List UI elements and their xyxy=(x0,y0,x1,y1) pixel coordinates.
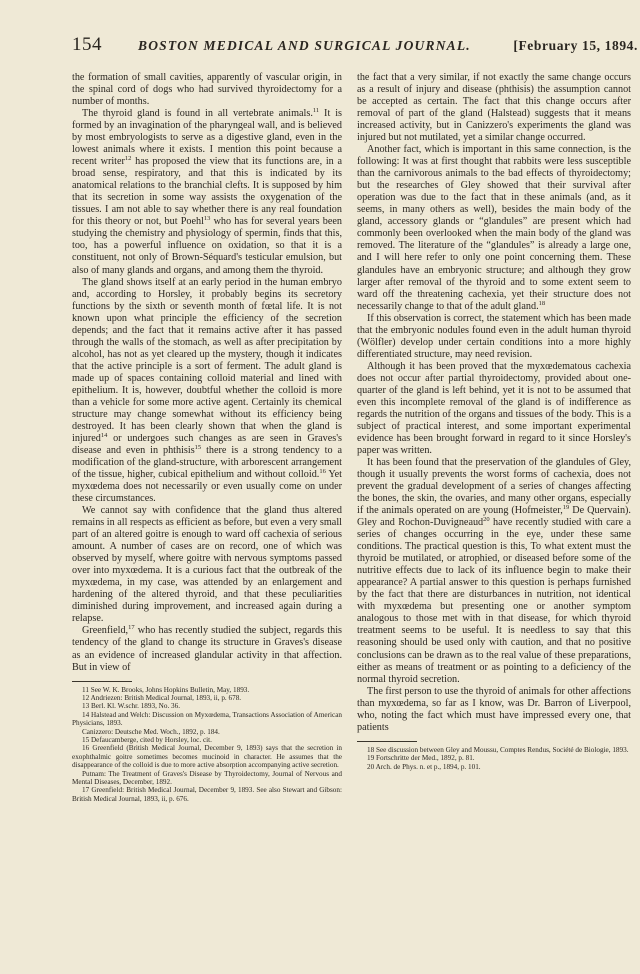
paragraph: The first person to use the thyroid of animals for other affections than myxœdema, so far as I know, was Dr. Barron of Liverpool, who, noting the fact which must have impressed every one, that patients xyxy=(357,685,631,733)
footnote: 18 See discussion between Gley and Moussu, Comptes Rendus, Société de Biologie, 1893. xyxy=(367,745,629,754)
footnote-ref: 12 xyxy=(124,155,132,163)
footnote: 17 Greenfield: British Medical Journal, December 9, 1893. See also Stewart and Gibson: British Medical Journal, 1893, ii, p. 676. xyxy=(72,786,342,803)
footnote: 16 Greenfield (British Medical Journal, December 9, 1893) says that the secretion in exophthalmic goitre sometimes becomes mucinoid in character. He assumes that the disappearance of the colloid is due to more active absorption accompanying active secretion. xyxy=(72,744,342,770)
paragraph: We cannot say with confidence that the gland thus altered remains in all respects as efficient as before, but even a very small part of an altered goitre is enough to ward off cachexia of serious amount. A number of cases are on record, one of which was observed by myself, where goitre with nervous symptoms passed over into myxœdema. It is a curious fact that the outbreak of the myxœdema, in my case, was attended by an enlargement and hardening of the altered thyroid, and that these peculiarities diminished during improvement, and increased again during a relapse. xyxy=(72,505,342,625)
footnote-ref: 17 xyxy=(128,624,135,632)
paragraph: Greenfield,$^{17}$ who has recently studied the subject, regards this tendency of the gland to change its structure in Graves's disease as an evidence of increased glandular activity in that affection. But in view of xyxy=(72,624,342,673)
footnote-ref: 19 xyxy=(562,504,570,512)
footnote: Putnam: The Treatment of Graves's Disease by Thyroidectomy, Journal of Nervous and Mental Diseases, December, 1892. xyxy=(72,769,342,787)
footnote: Canizzero: Deutsche Med. Woch., 1892, p. 184. xyxy=(82,727,220,736)
paragraph: The thyroid gland is found in all vertebrate animals.$^{11}$ It is formed by an invagination of the pharyngeal wall, and is believed by most embryologists to serve as a digestive gland, even in the lowest animals where it exists. I mention this point because a recent writer$^{12}$ has proposed the view that its functions are, in a broad sense, respiratory, and that this is indicated by its anatomical relations to the branchial clefts. It is supposed by him that its secretion in some way assists the oxygenation of the tissues. I am not able to say whether there is any real foundation for this theory or not, but Poehl$^{13}$ who has for several years been studying the chemistry and physiology of spermin, finds that this, too, has a powerful influence on oxidation, so that it is a constituent, not only of Brown-Séquard's testicular emulsion, but also of many glands and organs, and among them the thyroid. xyxy=(72,107,342,276)
paragraph: the formation of small cavities, apparently of vascular origin, in the spinal cord of dogs who had survived thyroidectomy for a number of months. xyxy=(72,72,342,108)
running-header xyxy=(72,34,640,58)
footnote: 20 Arch. de Phys. n. et p., 1894, p. 101. xyxy=(367,762,481,771)
footnote-divider xyxy=(72,681,132,682)
footnote-ref: 13 xyxy=(203,215,211,223)
journal-title: BOSTON MEDICAL AND SURGICAL JOURNAL. xyxy=(138,38,471,53)
footnotes xyxy=(72,686,342,804)
footnote-ref: 15 xyxy=(194,443,202,451)
footnote-ref: 11 xyxy=(312,107,320,115)
right-column xyxy=(357,72,631,771)
footnote-divider xyxy=(357,741,417,742)
footnote-ref: 14 xyxy=(100,431,108,439)
paragraph: the fact that a very similar, if not exactly the same change occurs as a result of injury and disease (phthisis) the assumption cannot be accepted as certain. The fact that this change occurs after removal of part of the gland (Halstead) suggests that it means increased activity, but in Canizzero's experiments the gland was injured but not mutilated, yet a similar change occurred. xyxy=(357,72,631,144)
footnote: 14 Halstead and Welch: Discussion on Myxœdema, Transactions Association of American Physicians, 1893. xyxy=(72,710,342,728)
page-number: 154 xyxy=(72,34,102,55)
footnote: 19 Fortschritte der Med., 1892, p. 81. xyxy=(367,754,475,763)
paragraph: The gland shows itself at an early period in the human embryo and, according to Horsley, it probably begins its secretory functions by the sixth or seventh month of fœtal life. It is not known upon what principle the efficiency of the secretion depends; and the fact that it remains active after it has passed through the walls of the stomach, as well as after precipitation by alcohol, has not as yet cleared up the mystery, though it indicates that the active principle is a sort of ferment. The adult gland is made up of spaces containing colloid material and lined with epithelium. It is, however, doubtful whether the colloid is more than a vehicle for some more active agent. Certainly its chemical structure may change somewhat without its efficiency being destroyed. It has been clearly shown that when the gland is injured$^{14}$ or undergoes such changes as are seen in Graves's disease and even in phthisis$^{15}$ there is a strong tendency to a modification of the gland-structure, with arborescent arrangement of the tissue, higher, cubical epithelium and without colloid.$^{16}$ Yet myxœdema does not necessarily or even usually come on under these circumstances. xyxy=(72,276,343,505)
footnote-ref: 18 xyxy=(538,299,546,307)
footnote-ref: 16 xyxy=(319,468,326,476)
footnote: 12 Andriezen: British Medical Journal, 1893, ii, p. 678. xyxy=(82,693,242,702)
footnotes xyxy=(357,746,631,771)
footnote: 11 See W. K. Brooks, Johns Hopkins Bulletin, May, 1893. xyxy=(82,685,250,694)
paragraph: Another fact, which is important in this same connection, is the following: It was at first thought that rabbits were less susceptible than the carnivorous animals to the bad effects of thyroidectomy; but the researches of Gley showed that their survival after operation was due to the fact that in these animals (and, as it seems, in many others as well), besides the main body of the gland, accessory glands or “glandules” are present which had commonly been overlooked when the main body of the gland was removed. The literature of the “glandules” is already a large one, and I will here refer to only one point concerning them. These glandules have an embryonic structure; and although they grow larger after removal of the thyroid and to some extent seem to ward off the threatening cachexia, yet their structure does not necessarily change to that of the adult gland.$^{18}$ xyxy=(357,144,631,312)
footnote: 13 Berl. Kl. W.schr. 1893, No. 36. xyxy=(82,702,181,711)
footnote-ref: 20 xyxy=(483,516,490,524)
issue-date: [February 15, 1894. xyxy=(513,38,638,53)
footnote: 15 Defaucamberge, cited by Horsley, loc. cit. xyxy=(82,736,212,744)
paragraph: If this observation is correct, the statement which has been made that the embryonic nodules found even in the adult human thyroid (Wölfler) develop under certain conditions into a more highly differentiated structure, may need revision. xyxy=(357,312,631,360)
paragraph: Although it has been proved that the myxœdematous cachexia does not occur after partial thyroidectomy, provided about one-quarter of the gland is left behind, yet it is not to be assumed that even this incomplete removal of the gland is of indifference as regards the nutrition of the organs and tissues of the body. This is a subject of practical interest, and some important experimental evidence has been brought forward in regard to it since Horsley's paper was written. xyxy=(357,360,631,456)
paragraph: It has been found that the preservation of the glandules of Gley, though it usually prevents the worst forms of cachexia, does not prevent the gradual development of a series of changes affecting the bones, the skin, the ovaries, and many other organs, especially if the animals operated on are young (Hofmeister,$^{19}$ De Quervain). Gley and Rochon-Duvigneaud$^{20}$ have recently studied with care a series of changes occurring in the eye, under these same conditions. The practical question is this, To what extent must the thyroid be mutilated, or atrophied, or diseased before some of the nutritive effects due to lack of its influence begin to make their appearance? A partial answer to this question is perhaps furnished by the fact that there are disturbances in nutrition, not identical with myxœdema but presenting one or another symptom analogous to those met with in that disease, for which thyroid treatment seems to be useful. It is needless to say that this reasoning should be used only with caution, and that no positive conclusions can be drawn as to the real value of these preparations, either as means of treatment or as pointing to a deficiency of the normal thyroid secretion. xyxy=(357,457,631,685)
left-column xyxy=(72,72,342,803)
